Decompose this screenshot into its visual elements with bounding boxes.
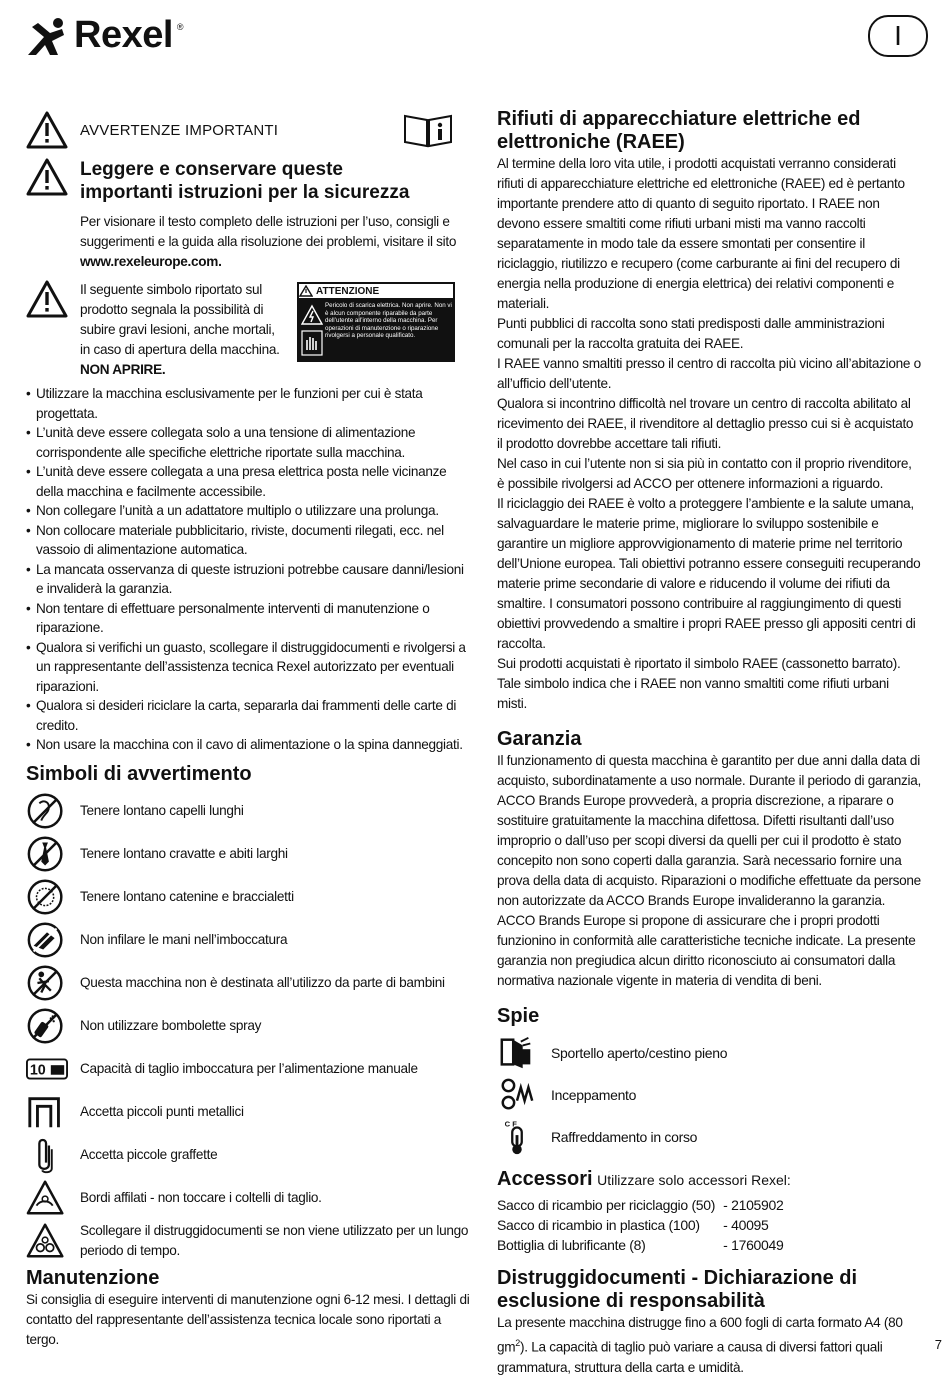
safety-bullet: • L’unità deve essere collegata solo a una tensione di alimentazione corrispondente alle specifiche elettriche riportate sulla macchina. [26,423,471,462]
safety-heading-line1: Leggere e conservare queste [80,159,343,180]
disclaimer-text-b: ). La capacità di taglio può variare a causa di diversi fattori quali grammatura, struttura della carta e umidità. [497,1339,883,1375]
safety-bullet: • Non usare la macchina con il cavo di alimentazione o la spina danneggiati. [26,735,471,755]
hand-warning-icon [26,920,68,960]
avvertenze-header [26,110,471,150]
safety-bullet: • L’unità deve essere collegata a una presa elettrica posta nelle vicinanze della macchina e facilmente accessibile. [26,462,471,501]
symbol-note-text: Il seguente simbolo riportato sul prodotto segnala la possibilità di subire gravi lesioni, anche mortali, in caso di apertura della macchina. [80,282,280,357]
indicator-lights-list [497,1032,922,1158]
electric-shock-icon [301,304,323,326]
raee-paragraph: Qualora si incontrino difficoltà nel trovare un centro di raccolta abilitato al ricevimento dei RAEE, il rivenditore al dettaglio presso cui si è acquistato il prodotto dovrebbe accettare tali rifiuti. [497,396,914,451]
non-aprire-label: NON APRIRE. [80,362,166,377]
jewellery-warning-icon [26,877,68,917]
warning-symbol-row [26,876,471,919]
disclaimer-title-line1: Distruggidocumenti - Dichiarazione di [497,1267,858,1289]
language-badge: I [868,15,928,57]
child-warning-icon [26,963,68,1003]
maintenance-text: Si consiglia di eseguire interventi di manutenzione ogni 6-12 mesi. I dettagli di contatto del rappresentante dell’assistenza tecnica locale sono riportati a tergo. [26,1291,470,1347]
symbols-title: Simboli di avvertimento [26,762,252,785]
warning-symbol-row [26,1048,471,1091]
warning-triangle-icon [26,111,68,149]
accessory-name: Sacco di ricambio in plastica (100) [497,1217,700,1233]
intro-text: Per visionare il testo completo delle istruzioni per l’uso, consigli e suggerimenti e la guida alla risoluzione dei problemi, visitare il sito [80,214,457,249]
raee-title-line2: elettroniche (RAEE) [497,131,685,153]
unplug-icon [26,1221,68,1261]
page-number: 7 [934,1337,942,1352]
svg-text:10: 10 [29,1062,46,1079]
intro-paragraph [80,212,471,272]
raee-paragraph: Punti pubblici di raccolta sono stati predisposti dalle amministrazioni comunali per la raccolta gratuita dei RAEE. [497,316,885,351]
indicator-light-row [497,1116,922,1158]
raee-paragraph: Nel caso in cui l’utente non si sia più in contatto con il proprio rivenditore, è possibile rivolgersi ad ACCO per ottenere informazioni a riguardo. [497,456,912,491]
hair-warning-icon [26,791,68,831]
accessory-name: Bottiglia di lubrificante (8) [497,1237,646,1253]
rexel-figure-icon [24,15,70,57]
warning-symbol-text: Scollegare il distruggidocumenti se non viene utilizzato per un lungo periodo di tempo. [80,1223,469,1258]
right-column [497,108,922,1378]
accessories-table [497,1195,784,1255]
manual-info-icon [403,112,453,148]
warning-symbol-text: Accetta piccole graffette [80,1147,218,1162]
warning-symbol-text: Bordi affilati - non toccare i coltelli di taglio. [80,1190,322,1205]
accessory-row [497,1195,784,1215]
raee-paragraph: Il riciclaggio dei RAEE è volto a proteggere l’ambiente e la salute umana, salvaguardare le materie prime, migliorare lo sviluppo sostenibile e garantire un migliore approvvigionamento di materie prime nel territorio dell’Unione europea. Tali obiettivi potranno essere conseguiti recuperando materie prime secondarie di valore e riducendo il volume dei rifiuti da smaltire. I consumatori possono contribuire al raggiungimento di questi obiettivi provvedendo a smaltire i propri RAEE presso gli appositi centri di raccolta. [497,496,921,651]
indicator-light-text: Raffreddamento in corso [551,1129,698,1145]
raee-title [497,108,922,154]
sheet-capacity-icon [26,1049,68,1089]
tie-warning-icon [26,834,68,874]
safety-bullet: • Non collegare l’unità a un adattatore multiplo o utilizzare una prolunga. [26,501,471,521]
symbol-note [80,280,285,380]
accessories-heading [497,1168,922,1191]
paper-jam-icon [497,1076,537,1114]
brand-logo [24,14,184,57]
safety-bullet: • Utilizzare la macchina esclusivamente per le funzioni per cui è stata progettata. [26,384,471,423]
warning-symbol-row [26,1177,471,1220]
brand-name: Rexel [74,14,173,56]
safety-heading-line2: importanti istruzioni per la sicurezza [80,182,410,203]
sharp-blade-icon [26,1178,68,1218]
warning-symbol-row [26,790,471,833]
staple-icon [26,1092,68,1132]
accessory-code: - 2105902 [723,1197,784,1213]
maintenance-title: Manutenzione [26,1266,160,1289]
accessory-row [497,1235,784,1255]
safety-heading-row [26,158,471,204]
disclaimer-superscript: 2 [515,1338,521,1348]
svg-text:C F: C F [504,1119,517,1129]
warning-triangle-icon [26,158,68,196]
raee-paragraph: I RAEE vanno smaltiti presso il centro di raccolta più vicino all’abitazione o all’ufficio dell’utente. [497,356,921,391]
safety-bullet: • Non tentare di effettuare personalmente interventi di manutenzione o riparazione. [26,599,471,638]
accessory-row [497,1215,784,1235]
door-open-bin-full-icon [497,1034,537,1072]
warning-symbol-text: Capacità di taglio imboccatura per l’alimentazione manuale [80,1061,418,1076]
symbol-note-row [26,280,471,380]
warning-symbol-text: Tenere lontano cravatte e abiti larghi [80,846,288,861]
attention-label: ATTENZIONE [316,285,380,297]
attention-header [299,284,453,298]
warning-symbol-row [26,919,471,962]
warning-triangle-icon [299,285,313,297]
website-link[interactable]: www.rexeleurope.com. [80,254,222,269]
warning-symbol-row [26,962,471,1005]
warning-symbol-text: Non infilare le mani nell’imboccatura [80,932,288,947]
left-column [26,110,471,1350]
raee-title-line1: Rifiuti di apparecchiature elettriche ed [497,108,861,130]
attention-label-box [297,282,455,362]
spray-warning-icon [26,1006,68,1046]
safety-bullet: • Qualora si verifichi un guasto, scollegare il distruggidocumenti e rivolgersi a un rappresentante dell’assistenza tecnica Rexel autorizzato per eventuali riparazioni. [26,638,471,697]
raee-text [497,154,922,714]
safety-bullet: • La mancata osservanza di queste istruzioni potrebbe causare danni/lesioni e invaliderà la garanzia. [26,560,471,599]
registered-mark: ® [176,21,184,32]
spie-title: Spie [497,1005,540,1027]
raee-paragraph: Al termine della loro vita utile, i prodotti acquistati verranno considerati rifiuti di apparecchiature elettriche ed elettroniche (RAEE) ed è pertanto importante prendere atto di quanto di seguito riportato. I RAEE non devono essere smaltiti come rifiuti urbani misti ma vanno raccolti separatamente in modo tale da essere smontati per consentire il riciclaggio, riutilizzo e recupero (come carburante ai fini del recupero di energia nella produzione di energia elettrica) dei relativi componenti e materiali. [497,156,905,311]
accessories-subtitle: Utilizzare solo accessori Rexel: [597,1172,791,1188]
safety-bullet: • Non collocare materiale pubblicitario, riviste, documenti rilegati, ecc. nel vassoio di alimentazione automatica. [26,521,471,560]
warning-symbol-text: Accetta piccoli punti metallici [80,1104,244,1119]
warning-triangle-icon [26,280,68,318]
accessory-name: Sacco di ricambio per riciclaggio (50) [497,1197,716,1213]
thermometer-icon [497,1118,537,1156]
accessory-code: - 40095 [723,1217,769,1233]
disclaimer-title [497,1267,922,1313]
safety-bullet-list [26,384,471,755]
no-open-hand-icon [301,330,323,356]
raee-paragraph: Sui prodotti acquistati è riportato il simbolo RAEE (cassonetto barrato). Tale simbolo indica che i RAEE non vanno smaltiti come rifiuti urbani misti. [497,656,901,711]
indicator-light-text: Inceppamento [551,1087,637,1103]
warning-symbol-row [26,1134,471,1177]
warning-symbol-text: Tenere lontano catenine e braccialetti [80,889,294,904]
safety-bullet: • Qualora si desideri riciclare la carta, separarla dai frammenti delle carte di credito. [26,696,471,735]
paperclip-icon [26,1135,68,1175]
disclaimer-title-line2: esclusione di responsabilità [497,1290,765,1312]
warning-symbol-row [26,1005,471,1048]
warranty-title: Garanzia [497,728,582,750]
accessories-title: Accessori [497,1168,593,1190]
disclaimer-text [497,1313,922,1378]
attention-text: Pericolo di scarica elettrica. Non aprire. Non vi è alcun componente riparabile da parte dell’utente all’interno della macchina. Per operazioni di manutenzione o riparazione rivolgersi a personale qualificato. [325,302,452,340]
warning-symbols-list [26,790,471,1263]
warranty-text: Il funzionamento di questa macchina è garantito per due anni dalla data di acquisto, subordinatamente a uso normale. Durante il periodo di garanzia, ACCO Brands Europe provvederà, a propria discrezione, a riparare o sostituire gratuitamente la macchina difettosa. Difetti risultanti dall’uso improprio o dall’uso per scopi diversi da quelli per cui il prodotto è stato concepito non sono coperti dalla garanzia. Sarà necessario fornire una prova della data di acquisto. Riparazioni o modifiche effettuate da persone non autorizzate da ACCO Brands Europe invalideranno la garanzia. ACCO Brands Europe si propone di assicurare che i propri prodotti funzionino in conformità alle caratteristiche tecniche indicate. La presente garanzia non pregiudica alcun diritto riconosciuto ai consumatori dalla normativa nazionale vigente in materia di vendita di beni. [497,753,921,988]
avvertenze-title: AVVERTENZE IMPORTANTI [80,121,279,139]
indicator-light-text: Sportello aperto/cestino pieno [551,1045,728,1061]
warning-symbol-text: Questa macchina non è destinata all’utilizzo da parte di bambini [80,975,445,990]
indicator-light-row [497,1032,922,1074]
disclaimer-text-a: La presente macchina distrugge fino a 600 fogli di carta formato A4 (80 gm [497,1315,903,1355]
warning-symbol-row [26,1220,471,1263]
warning-symbol-row [26,833,471,876]
warning-symbol-text: Non utilizzare bombolette spray [80,1018,262,1033]
warning-symbol-row [26,1091,471,1134]
warning-symbol-text: Tenere lontano capelli lunghi [80,803,244,818]
safety-heading [80,158,409,204]
indicator-light-row [497,1074,922,1116]
accessory-code: - 1760049 [723,1237,784,1253]
